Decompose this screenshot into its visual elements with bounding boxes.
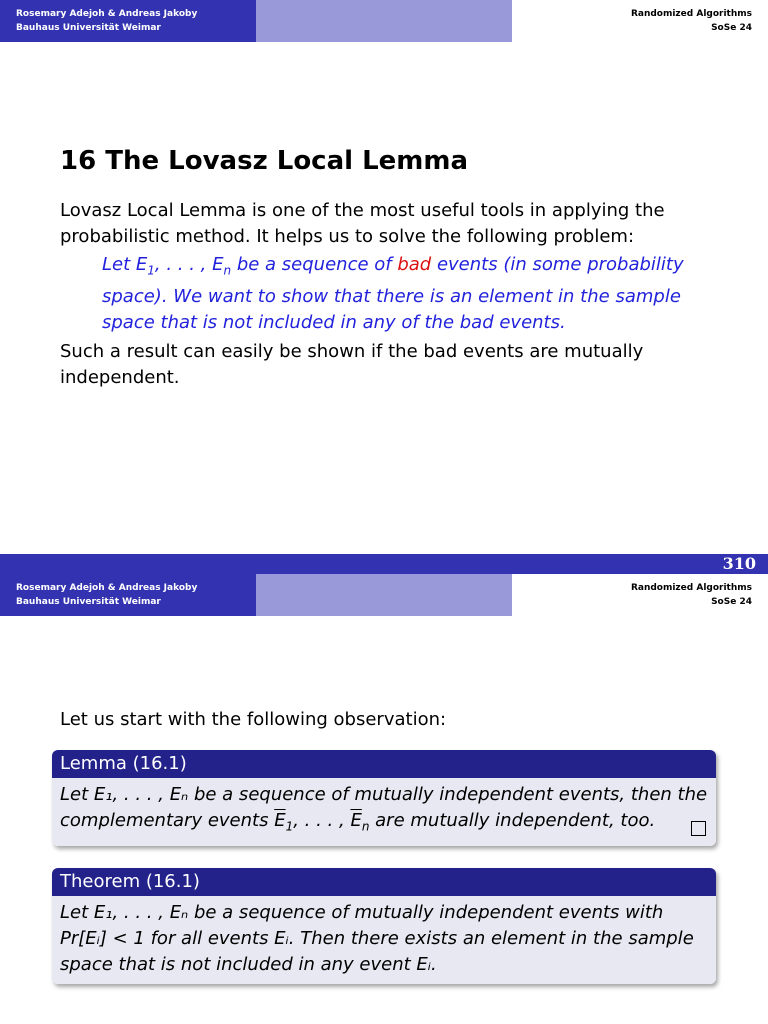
lemma-title: Lemma (16.1) (52, 750, 716, 778)
bad-highlight: bad (397, 254, 432, 275)
slide-header (0, 574, 768, 616)
header-middle-panel (256, 574, 512, 616)
qed-box-icon (691, 821, 706, 836)
page-number-bar (0, 554, 768, 574)
header-course: Randomized Algorithms (630, 583, 752, 593)
theorem-body: Let E₁, . . . , Eₙ be a sequence of mutually independent events with Pr[Eᵢ] < 1 for all events Eᵢ. Then there exists an element in the sample space that is not included in any event Eᵢ. (52, 896, 716, 984)
header-university: Bauhaus Universität Weimar (16, 23, 161, 33)
slide-title: 16 The Lovasz Local Lemma (60, 146, 469, 176)
lemma-body: Let E₁, . . . , Eₙ be a sequence of mutually independent events, then the complementary events $\overline{E}_1$, . . . , $\overline{E}_n$ are mutually independent, too. (52, 778, 716, 846)
intro-paragraph: Lovasz Local Lemma is one of the most useful tools in applying the probabilistic method. It helps us to solve the following problem: (60, 200, 665, 247)
header-semester: SoSe 24 (711, 597, 752, 607)
lemma-block (52, 750, 716, 846)
page-number: 310 (722, 554, 756, 573)
header-left-panel (0, 574, 256, 616)
header-authors: Rosemary Adejoh & Andreas Jakoby (16, 583, 198, 593)
header-course: Randomized Algorithms (630, 9, 752, 19)
observation-intro: Let us start with the following observation: (60, 709, 447, 730)
header-right-panel (512, 0, 768, 42)
closing-paragraph: Such a result can easily be shown if the bad events are mutually independent. (60, 341, 644, 388)
header-left-panel (0, 0, 256, 42)
theorem-title: Theorem (16.1) (52, 868, 716, 896)
theorem-block (52, 868, 716, 984)
header-university: Bauhaus Universität Weimar (16, 597, 161, 607)
problem-statement: Let $E_1$, . . . , $E_n$ be a sequence of bad events (in some probability space). We want to show that there is an element in the sample space that is not included in any of the bad events. (102, 254, 684, 333)
slide-311 (0, 554, 768, 1024)
header-middle-panel (256, 0, 512, 42)
slide-header (0, 0, 768, 42)
header-authors: Rosemary Adejoh & Andreas Jakoby (16, 9, 198, 19)
header-semester: SoSe 24 (711, 23, 752, 33)
header-right-panel (512, 574, 768, 616)
